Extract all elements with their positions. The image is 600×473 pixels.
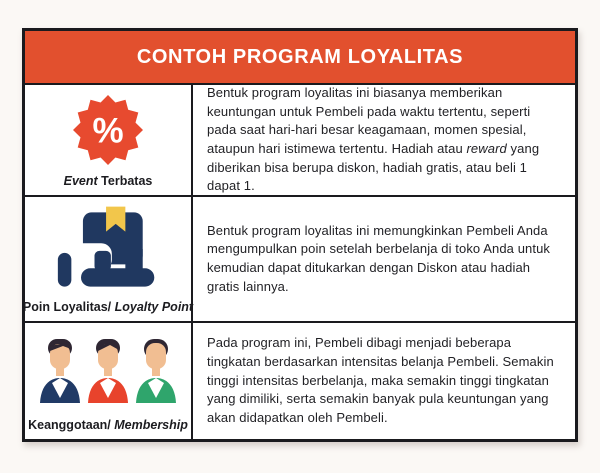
loyalty-program-table — [22, 28, 578, 442]
table-row-keanggotaan — [25, 323, 575, 439]
row-label-italic-part: Loyalty Point — [114, 300, 194, 314]
row-label-regular-part: Keanggotaan/ — [28, 418, 111, 432]
row-label-italic-part: Event — [63, 174, 98, 188]
row-label-regular-part: Terbatas — [101, 174, 153, 188]
text-cell-event-terbatas — [193, 85, 575, 195]
text-cell-poin-loyalitas — [193, 197, 575, 321]
row-description: Bentuk program loyalitas ini biasanya memberikan keuntungan untuk Pembeli pada waktu tertentu, seperti pada saat hari-hari besar keagamaan, momen spesial, ataupun hari istimewa tertentu. Hadiah atau reward yang diberikan bisa berupa diskon, hadiah gratis, atau beli 1 dapat 1. — [207, 84, 540, 194]
row-label-poin-loyalitas — [23, 300, 193, 314]
person-navy — [40, 339, 80, 403]
icon-cell-keanggotaan — [25, 323, 193, 439]
percent-badge-icon — [72, 94, 144, 166]
row-description: Bentuk program loyalitas ini memungkinkan Pembeli Anda mengumpulkan poin setelah berbelanja di toko Anda untuk kemudian dapat ditukarkan dengan Diskon atau hadiah gratis lainnya. — [207, 222, 551, 294]
table-header — [25, 31, 575, 85]
icon-cell-poin-loyalitas — [22, 197, 194, 321]
table-row-event-terbatas — [25, 85, 575, 197]
icon-cell-event-terbatas — [25, 85, 193, 195]
person-green — [136, 339, 176, 403]
row-label-keanggotaan — [28, 418, 188, 432]
row-description: Pada program ini, Pembeli dibagi menjadi beberapa tingkatan berdasarkan intensitas belanja Pembeli. Semakin tinggi intensitas berbelanja, maka semakin tinggi tingkatan yang dimiliki, serta semakin banyak pula keuntungan yang akan didapatkan oleh Pembeli. — [207, 335, 554, 426]
row-label-event-terbatas — [64, 174, 153, 188]
row-label-italic-part: Membership — [114, 418, 188, 432]
person-red — [88, 339, 128, 403]
table-row-poin-loyalitas — [22, 197, 575, 323]
row-label-regular-part: Poin Loyalitas/ — [22, 300, 112, 314]
page-title: CONTOH PROGRAM LOYALITAS — [136, 45, 464, 68]
percent-symbol: % — [92, 111, 124, 150]
membership-people-icon — [37, 337, 179, 405]
text-cell-keanggotaan — [193, 323, 575, 439]
loyalty-point-box-icon — [54, 206, 162, 292]
